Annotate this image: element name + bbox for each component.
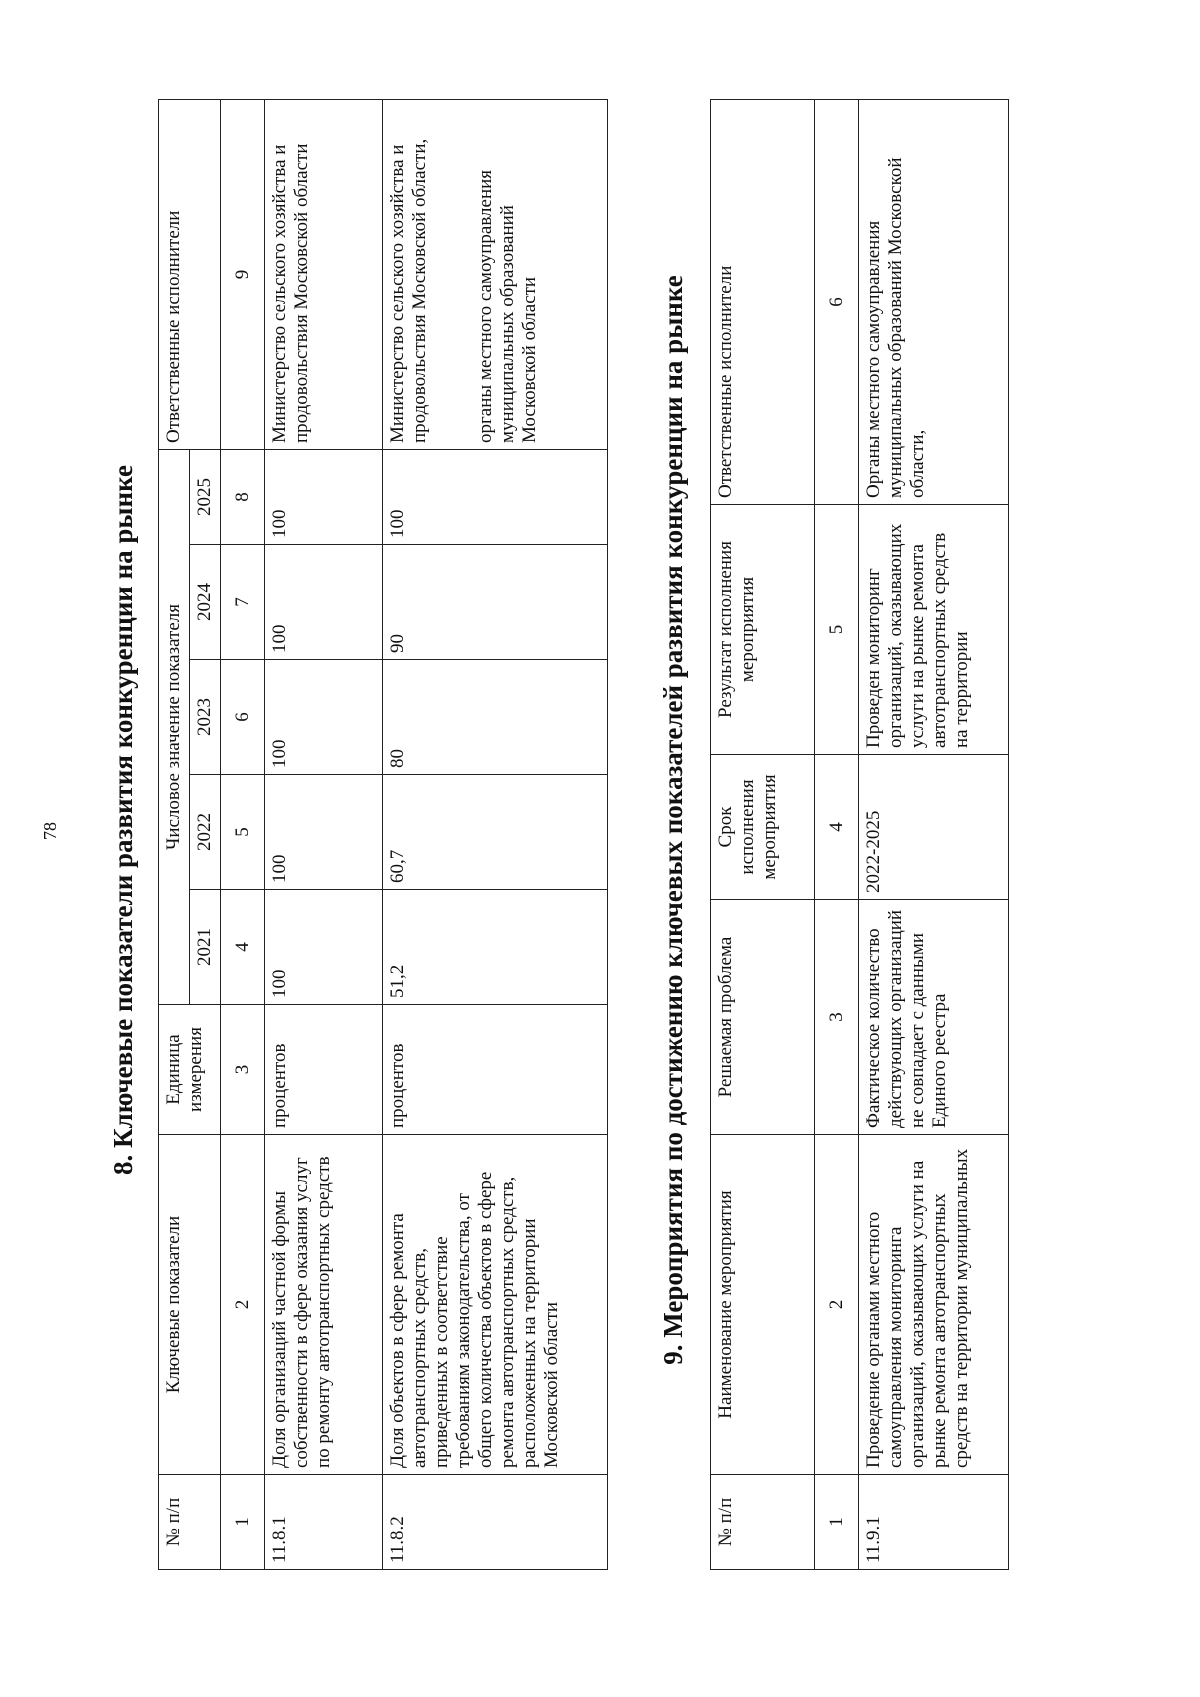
header-values-group: Числовое значение показателя: [159, 449, 190, 1004]
row-value-2022: 60,7: [383, 775, 608, 890]
row-num: 11.8.1: [265, 1475, 383, 1570]
table-row: [383, 99, 608, 1569]
row-value-2023: 100: [265, 660, 383, 775]
header-problem: Решаемая проблема: [711, 900, 815, 1135]
column-number: 3: [815, 900, 859, 1135]
row-name: Проведение органами местного самоуправления мониторинга организаций, оказывающих услуги на рынке ремонта автотранспортных средств на территории муниципальных: [859, 1135, 1009, 1475]
measures-table: [710, 99, 1009, 1570]
header-unit: Единица измерения: [159, 1005, 221, 1135]
header-deadline: Срок исполнения мероприятия: [711, 755, 815, 900]
column-number: 6: [815, 100, 859, 505]
row-responsible-secondary: органы местного самоуправления муниципальных образований Московской области: [475, 169, 540, 443]
column-number: 5: [221, 775, 265, 890]
row-responsible-primary: Министерство сельского хозяйства и продовольствия Московской области: [269, 143, 312, 443]
column-number: 8: [221, 449, 265, 544]
header-responsible: Ответственные исполнители: [159, 99, 221, 449]
column-number: 3: [221, 1005, 265, 1135]
row-unit: процентов: [265, 1005, 383, 1135]
row-value-2025: 100: [265, 449, 383, 544]
column-number: 6: [221, 660, 265, 775]
row-num: 11.8.2: [383, 1475, 608, 1570]
section-9-title: 9. Мероприятия по достижению ключевых показателей развития конкуренции на рынке: [658, 275, 688, 1365]
row-value-2025: 100: [383, 449, 608, 544]
table-row: [859, 100, 1009, 1570]
rotated-content: [40, 70, 1120, 1570]
column-number: 2: [815, 1135, 859, 1475]
header-year: 2021: [190, 890, 221, 1005]
row-value-2021: 100: [265, 890, 383, 1005]
header-responsible: Ответственные исполнители: [711, 100, 815, 505]
row-value-2023: 80: [383, 660, 608, 775]
row-value-2024: 90: [383, 545, 608, 660]
row-responsible: [383, 99, 608, 449]
header-result: Результат исполнения мероприятия: [711, 505, 815, 755]
section-8-title: 8. Ключевые показатели развития конкуренции на рынке: [108, 465, 138, 1175]
header-num: № п/п: [711, 1475, 815, 1570]
table-row: [265, 99, 383, 1569]
header-year: 2025: [190, 449, 221, 544]
column-number: 4: [221, 890, 265, 1005]
row-value-2024: 100: [265, 545, 383, 660]
column-number: 2: [221, 1135, 265, 1475]
row-indicator: Доля объектов в сфере ремонта автотранспортных средств, приведенных в соответствие требованиям законодательства, от общего количества объектов в сфере ремонта автотранспортных средств, расположенных на территории Московской области: [383, 1135, 608, 1475]
row-problem: Фактическое количество действующих организаций не совпадает с данными Единого реестра: [859, 900, 1009, 1135]
row-num: 11.9.1: [859, 1475, 1009, 1570]
key-indicators-table: [158, 99, 608, 1570]
page-number: 78: [40, 822, 60, 840]
column-number: 9: [221, 99, 265, 449]
header-indicator: Ключевые показатели: [159, 1135, 221, 1475]
row-result: Проведен мониторинг организаций, оказывающих услуги на рынке ремонта автотранспортных средств на территории: [859, 505, 1009, 755]
column-number: 1: [815, 1475, 859, 1570]
row-value-2022: 100: [265, 775, 383, 890]
row-responsible-primary: Министерство сельского хозяйства и продовольствия Московской области,: [387, 138, 430, 443]
header-year: 2024: [190, 545, 221, 660]
row-responsible: [265, 99, 383, 449]
row-unit: процентов: [383, 1005, 608, 1135]
header-year: 2023: [190, 660, 221, 775]
header-year: 2022: [190, 775, 221, 890]
row-value-2021: 51,2: [383, 890, 608, 1005]
row-responsible: Органы местного самоуправления муниципальных образований Московской области,: [859, 100, 1009, 505]
row-indicator: Доля организаций частной формы собственности в сфере оказания услуг по ремонту автотранспортных средств: [265, 1135, 383, 1475]
row-deadline: 2022-2025: [859, 755, 1009, 900]
column-number: 5: [815, 505, 859, 755]
column-number: 1: [221, 1475, 265, 1570]
column-number: 7: [221, 545, 265, 660]
column-number: 4: [815, 755, 859, 900]
header-name: Наименование мероприятия: [711, 1135, 815, 1475]
header-num: № п/п: [159, 1475, 221, 1570]
